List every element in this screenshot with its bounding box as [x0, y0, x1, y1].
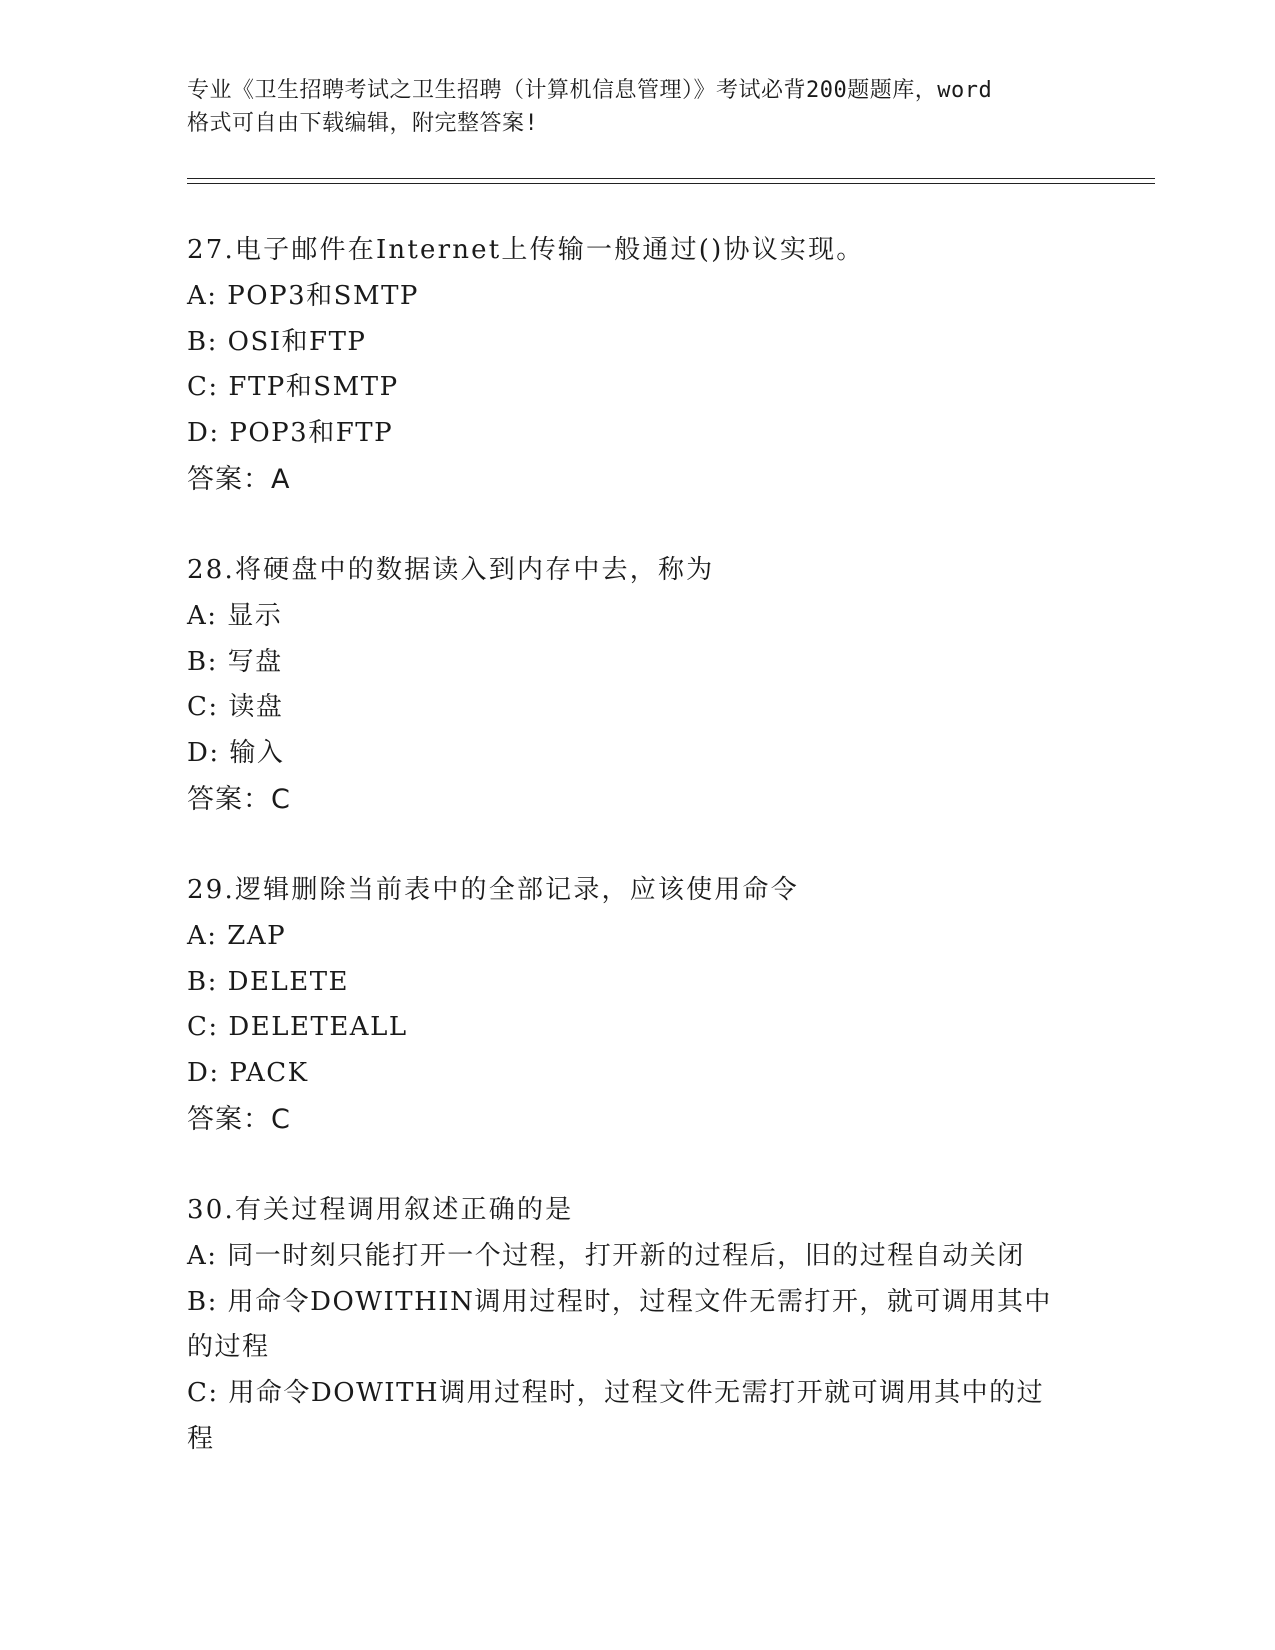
option-c: C: DELETEALL [187, 1012, 408, 1043]
question-30 [187, 1188, 1087, 1463]
header-line-2: 格式可自由下载编辑，附完整答案! [187, 111, 539, 136]
option-c-continued: 程 [187, 1423, 215, 1454]
option-b: B: 用命令DOWITHIN调用过程时，过程文件无需打开，就可调用其中 [187, 1286, 1052, 1317]
document-page [187, 0, 1157, 1650]
question-27 [187, 228, 1087, 503]
option-b: B: 写盘 [187, 646, 283, 677]
question-stem: 29.逻辑删除当前表中的全部记录，应该使用命令 [187, 875, 799, 905]
option-c: C: 用命令DOWITH调用过程时，过程文件无需打开就可调用其中的过 [187, 1378, 1045, 1409]
answer: 答案：A [187, 463, 291, 495]
header-divider-bottom [187, 183, 1155, 184]
option-a: A: 显示 [187, 600, 283, 631]
option-d: D: 输入 [187, 738, 285, 769]
question-stem: 27.电子邮件在Internet上传输一般通过()协议实现。 [187, 235, 865, 265]
option-b-continued: 的过程 [187, 1332, 270, 1363]
question-29 [187, 868, 1087, 1143]
answer: 答案：C [187, 783, 291, 815]
document-header [187, 74, 1087, 140]
option-c: C: FTP和SMTP [187, 372, 399, 403]
option-c: C: 读盘 [187, 692, 284, 723]
option-a: A: 同一时刻只能打开一个过程，打开新的过程后，旧的过程自动关闭 [187, 1240, 1025, 1271]
option-d: D: POP3和FTP [187, 418, 394, 449]
header-line-1: 专业《卫生招聘考试之卫生招聘（计算机信息管理）》考试必背200题题库，word [187, 78, 993, 103]
option-b: B: OSI和FTP [187, 326, 367, 357]
question-stem: 30.有关过程调用叙述正确的是 [187, 1195, 574, 1225]
question-28 [187, 548, 1087, 823]
header-divider-top [187, 178, 1155, 179]
option-a: A: POP3和SMTP [187, 280, 419, 311]
option-a: A: ZAP [187, 920, 287, 951]
option-d: D: PACK [187, 1058, 309, 1089]
question-stem: 28.将硬盘中的数据读入到内存中去，称为 [187, 555, 715, 585]
option-b: B: DELETE [187, 966, 350, 997]
answer: 答案：C [187, 1103, 291, 1135]
